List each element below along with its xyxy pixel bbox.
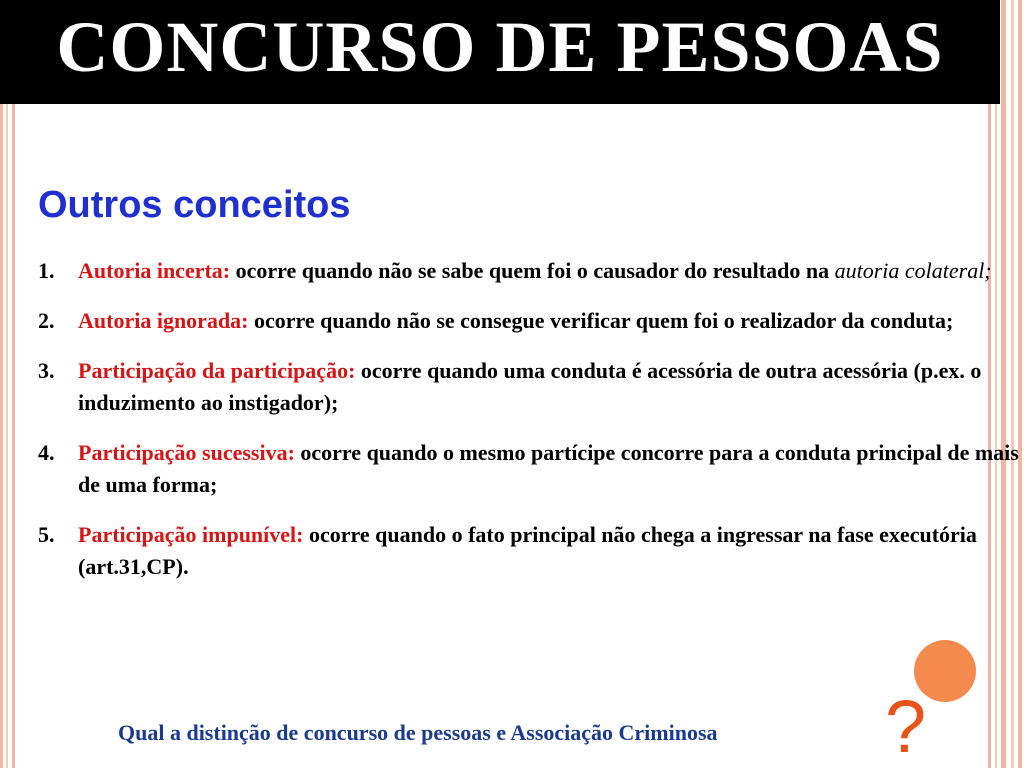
item-number: 2. bbox=[38, 308, 55, 333]
title-bar bbox=[0, 0, 1000, 104]
section-heading: Outros conceitos bbox=[38, 184, 351, 226]
item-italic: autoria colateral; bbox=[834, 258, 992, 283]
item-text bbox=[78, 519, 1023, 583]
slide-title: CONCURSO DE PESSOAS bbox=[56, 7, 944, 87]
decorative-stripe bbox=[0, 0, 3, 768]
item-text bbox=[78, 305, 953, 337]
item-description: ocorre quando uma conduta é acessória de outra acessória (p.ex. o induzimento ao instigador); bbox=[78, 358, 982, 415]
item-term: Autoria incerta: bbox=[78, 258, 231, 283]
item-number: 3. bbox=[38, 358, 55, 383]
list-item bbox=[38, 519, 1023, 583]
item-number: 5. bbox=[38, 522, 55, 547]
item-term: Autoria ignorada: bbox=[78, 308, 249, 333]
item-description: ocorre quando o fato principal não chega a ingressar na fase executória (art.31,CP). bbox=[78, 522, 977, 579]
question-text: Qual a distinção de concurso de pessoas e Associação Criminosa bbox=[118, 720, 718, 745]
decorative-stripe bbox=[6, 0, 8, 768]
item-description: ocorre quando não se consegue verificar quem foi o realizador da conduta; bbox=[248, 308, 954, 333]
decorative-stripe bbox=[12, 0, 15, 768]
item-term: Participação impunível: bbox=[78, 522, 304, 547]
concept-list bbox=[38, 255, 1023, 601]
list-item bbox=[38, 355, 1023, 419]
item-description: ocorre quando não se sabe quem foi o causador do resultado na bbox=[230, 258, 835, 283]
item-number: 4. bbox=[38, 440, 55, 465]
item-text bbox=[78, 355, 1023, 419]
item-description: ocorre quando o mesmo partícipe concorre para a conduta principal de mais de uma forma; bbox=[78, 440, 1019, 497]
item-text bbox=[78, 255, 992, 287]
item-text bbox=[78, 437, 1023, 501]
list-item bbox=[38, 255, 1023, 287]
item-number: 1. bbox=[38, 258, 55, 283]
list-item bbox=[38, 437, 1023, 501]
item-term: Participação sucessiva: bbox=[78, 440, 295, 465]
item-term: Participação da participação: bbox=[78, 358, 356, 383]
question-mark: ? bbox=[885, 685, 927, 768]
list-item bbox=[38, 305, 1023, 337]
